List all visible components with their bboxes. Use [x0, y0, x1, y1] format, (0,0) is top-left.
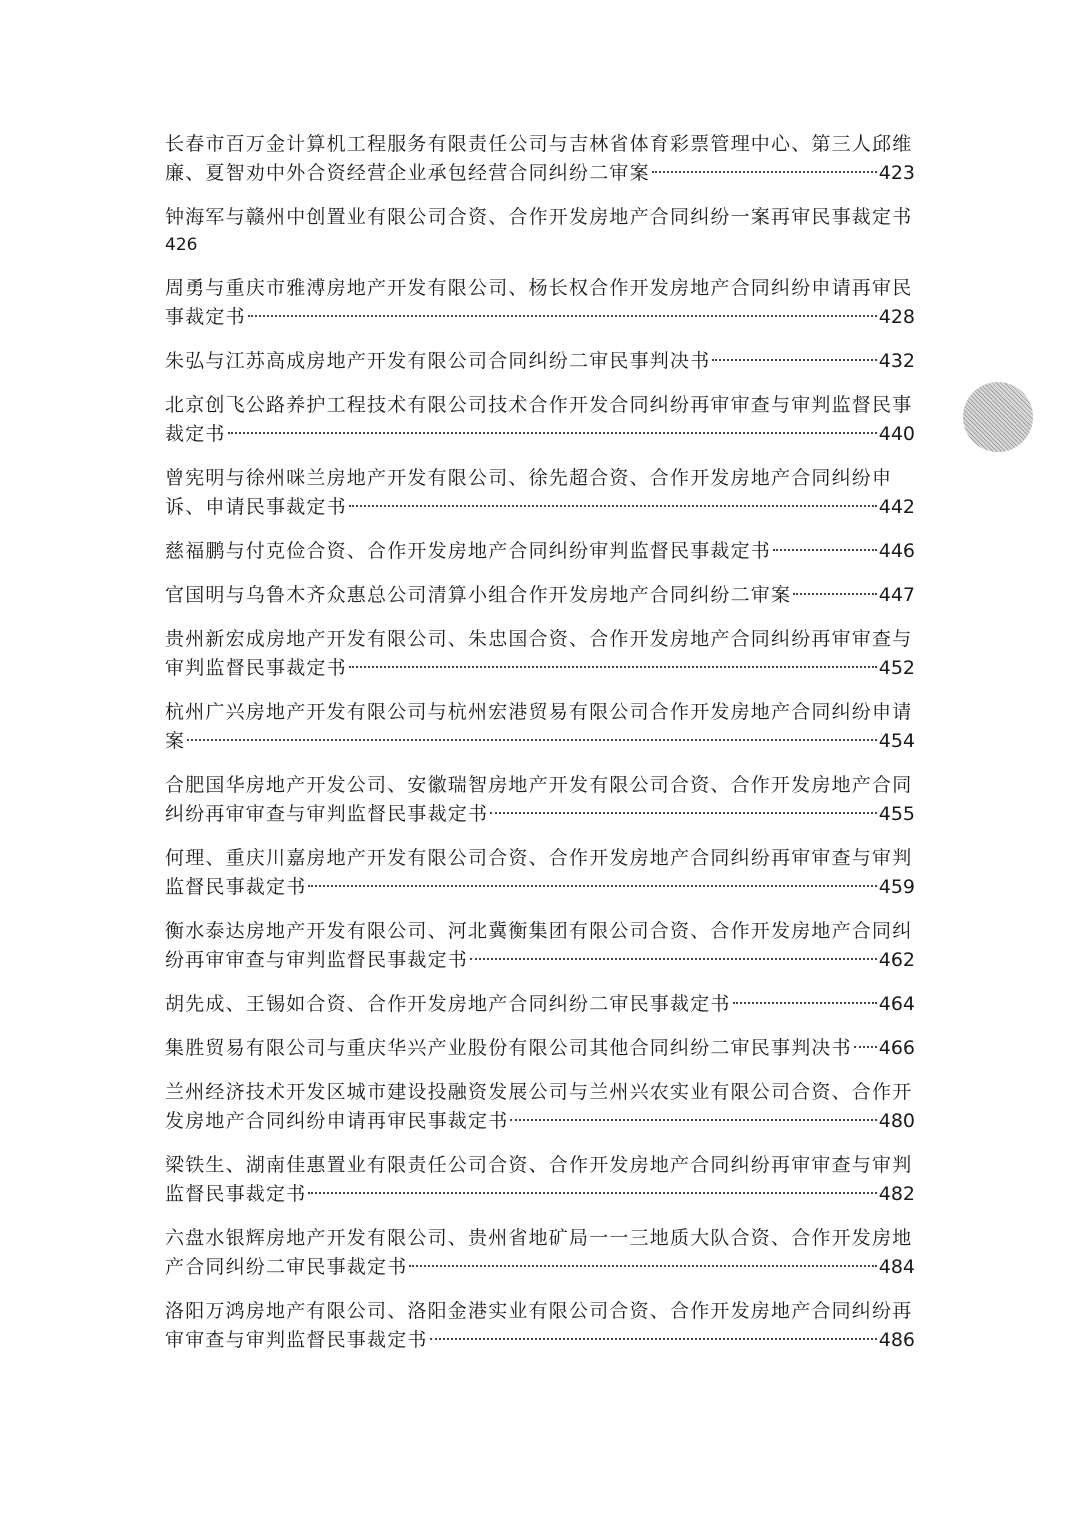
toc-entry[interactable]	[165, 990, 915, 1019]
page-number: 454	[878, 730, 915, 752]
page-number: 442	[878, 496, 915, 518]
toc-entry-title-tail: 产合同纠纷二审民事裁定书	[165, 1256, 408, 1278]
toc-entry-title-tail: 监督民事裁定书	[165, 1183, 307, 1205]
dot-leader	[510, 1118, 876, 1121]
toc-leader-row	[165, 1253, 915, 1282]
toc-leader-row	[165, 1034, 915, 1063]
toc-entry-title-tail: 案	[165, 730, 186, 752]
toc-leader-row	[165, 159, 915, 188]
toc-entry[interactable]	[165, 347, 915, 376]
dot-leader	[490, 811, 877, 814]
toc-leader-row	[165, 800, 915, 829]
toc-entry[interactable]	[165, 203, 915, 259]
toc-entry-title-tail: 审判监督民事裁定书	[165, 657, 347, 679]
dot-leader	[470, 957, 877, 960]
toc-leader-row	[165, 537, 915, 566]
toc-leader-row	[165, 581, 915, 610]
page-number: 466	[878, 1037, 915, 1059]
toc-entry[interactable]	[165, 464, 915, 522]
table-of-contents	[165, 130, 915, 1370]
toc-entry-title-tail: 事裁定书	[165, 306, 246, 328]
toc-entry-title-tail: 集胜贸易有限公司与重庆华兴产业股份有限公司其他合同纠纷二审民事判决书	[165, 1037, 852, 1059]
toc-entry-title-line: 合肥国华房地产开发公司、安徽瑞智房地产开发有限公司合资、合作开发房地产合同	[165, 774, 913, 796]
toc-entry[interactable]	[165, 698, 915, 756]
toc-entry-title-line: 曾宪明与徐州咪兰房地产开发有限公司、徐先超合资、合作开发房地产合同纠纷申	[165, 467, 893, 489]
page-number: 426	[165, 235, 198, 255]
page-number: 484	[878, 1256, 915, 1278]
page-thumb-circle	[963, 382, 1033, 452]
page-number: 440	[878, 423, 915, 445]
toc-leader-row	[165, 873, 915, 902]
toc-entry-title-line: 长春市百万金计算机工程服务有限责任公司与吉林省体育彩票管理中心、第三人邱维	[165, 133, 913, 155]
toc-entry[interactable]	[165, 917, 915, 975]
page-number: 459	[878, 876, 915, 898]
dot-leader	[349, 665, 877, 668]
toc-leader-row	[165, 946, 915, 975]
page-number: 482	[878, 1183, 915, 1205]
dot-leader	[854, 1045, 877, 1048]
toc-entry-title-tail: 胡先成、王锡如合资、合作开发房地产合同纠纷二审民事裁定书	[165, 993, 731, 1015]
dot-leader	[228, 431, 877, 434]
dot-leader	[248, 314, 877, 317]
dot-leader	[409, 1264, 876, 1267]
toc-entry[interactable]	[165, 1034, 915, 1063]
toc-leader-row	[165, 303, 915, 332]
toc-entry[interactable]	[165, 1078, 915, 1136]
toc-entry-title-tail: 审审查与审判监督民事裁定书	[165, 1329, 428, 1351]
dot-leader	[733, 1001, 877, 1004]
page-number: 428	[878, 306, 915, 328]
page-number: 486	[878, 1329, 915, 1351]
toc-entry[interactable]	[165, 537, 915, 566]
toc-entry-title-line: 六盘水银辉房地产开发有限公司、贵州省地矿局一一三地质大队合资、合作开发房地	[165, 1227, 913, 1249]
toc-entry[interactable]	[165, 1151, 915, 1209]
toc-entry-title-tail: 朱弘与江苏高成房地产开发有限公司合同纠纷二审民事判决书	[165, 350, 711, 372]
dot-leader	[793, 592, 877, 595]
toc-entry-title-tail: 诉、申请民事裁定书	[165, 496, 347, 518]
page-number: 462	[878, 949, 915, 971]
toc-entry[interactable]	[165, 391, 915, 449]
toc-entry-title-line: 贵州新宏成房地产开发有限公司、朱忠国合资、合作开发房地产合同纠纷再审审查与	[165, 628, 913, 650]
dot-leader	[773, 548, 877, 551]
dot-leader	[308, 1191, 876, 1194]
toc-entry-title-line: 何理、重庆川嘉房地产开发有限公司合资、合作开发房地产合同纠纷再审审查与审判	[165, 847, 913, 869]
toc-leader-row	[165, 493, 915, 522]
toc-entry-title-tail: 裁定书	[165, 423, 226, 445]
toc-entry-title-tail: 发房地产合同纠纷申请再审民事裁定书	[165, 1110, 509, 1132]
toc-entry-title-tail: 慈福鹏与付克俭合资、合作开发房地产合同纠纷审判监督民事裁定书	[165, 540, 772, 562]
toc-entry[interactable]	[165, 844, 915, 902]
dot-leader	[308, 884, 876, 887]
dot-leader	[187, 738, 877, 741]
toc-entry-title-line: 杭州广兴房地产开发有限公司与杭州宏港贸易有限公司合作开发房地产合同纠纷申请	[165, 701, 913, 723]
toc-leader-row	[165, 347, 915, 376]
page-number: 455	[878, 803, 915, 825]
toc-entry-title-line: 兰州经济技术开发区城市建设投融资发展公司与兰州兴农实业有限公司合资、合作开	[165, 1081, 913, 1103]
toc-entry-title-line: 衡水泰达房地产开发有限公司、河北冀衡集团有限公司合资、合作开发房地产合同纠	[165, 920, 913, 942]
page-number: 464	[878, 993, 915, 1015]
toc-entry-title-line: 周勇与重庆市雅溥房地产开发有限公司、杨长权合作开发房地产合同纠纷申请再审民	[165, 277, 913, 299]
page-number: 480	[878, 1110, 915, 1132]
toc-entry[interactable]	[165, 1224, 915, 1282]
page-number: 423	[878, 162, 915, 184]
toc-entry-title-line: 北京创飞公路养护工程技术有限公司技术合作开发合同纠纷再审审查与审判监督民事	[165, 394, 913, 416]
toc-entry-title-tail: 纠纷再审审查与审判监督民事裁定书	[165, 803, 489, 825]
page-number: 452	[878, 657, 915, 679]
toc-entry[interactable]	[165, 771, 915, 829]
toc-entry[interactable]	[165, 274, 915, 332]
toc-leader-row	[165, 990, 915, 1019]
toc-entry[interactable]	[165, 130, 915, 188]
toc-entry-title-tail: 廉、夏智劝中外合资经营企业承包经营合同纠纷二审案	[165, 162, 650, 184]
toc-entry-title-line: 洛阳万鸿房地产有限公司、洛阳金港实业有限公司合资、合作开发房地产合同纠纷再	[165, 1300, 913, 1322]
toc-entry-title-line: 梁铁生、湖南佳惠置业有限责任公司合资、合作开发房地产合同纠纷再审审查与审判	[165, 1154, 913, 1176]
toc-entry[interactable]	[165, 625, 915, 683]
dot-leader	[430, 1337, 877, 1340]
toc-entry-title-tail: 纷再审审查与审判监督民事裁定书	[165, 949, 469, 971]
dot-leader	[652, 170, 877, 173]
toc-entry-title-tail: 监督民事裁定书	[165, 876, 307, 898]
toc-leader-row	[165, 420, 915, 449]
toc-leader-row	[165, 1107, 915, 1136]
dot-leader	[349, 504, 877, 507]
page-number: 432	[878, 350, 915, 372]
page-number: 447	[878, 584, 915, 606]
toc-entry[interactable]	[165, 581, 915, 610]
toc-leader-row	[165, 727, 915, 756]
toc-leader-row	[165, 1326, 915, 1355]
dot-leader	[712, 358, 876, 361]
page-number: 446	[878, 540, 915, 562]
toc-leader-row	[165, 1180, 915, 1209]
toc-entry[interactable]	[165, 1297, 915, 1355]
toc-leader-row	[165, 654, 915, 683]
toc-entry-title-tail: 官国明与乌鲁木齐众惠总公司清算小组合作开发房地产合同纠纷二审案	[165, 584, 792, 606]
toc-entry-title-line: 钟海军与赣州中创置业有限公司合资、合作开发房地产合同纠纷一案再审民事裁定书	[165, 206, 913, 228]
